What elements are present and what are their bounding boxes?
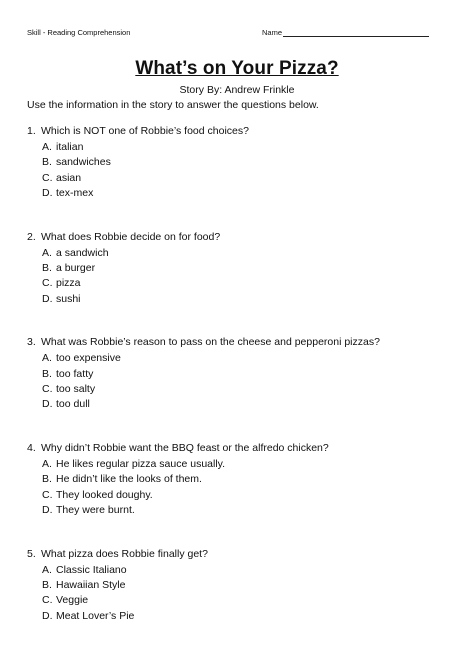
option-text: Classic Italiano [56,563,127,576]
question-text: What pizza does Robbie finally get? [41,547,208,560]
option-letter: D. [42,609,53,622]
answer-option[interactable] [42,397,447,412]
answer-options [42,351,447,412]
option-letter: D. [42,503,53,516]
option-text: tex-mex [56,186,94,199]
question-number: 4. [27,442,36,455]
question-prompt [27,335,447,350]
option-letter: A. [42,352,52,365]
question-3 [27,335,447,412]
answer-option[interactable] [42,140,447,155]
option-letter: C. [42,277,53,290]
name-field[interactable] [262,28,429,37]
option-letter: B. [42,579,52,592]
option-letter: C. [42,382,53,395]
question-text: What does Robbie decide on for food? [41,230,221,243]
answer-option[interactable] [42,367,447,382]
answer-option[interactable] [42,382,447,397]
question-number: 5. [27,547,36,560]
question-4 [27,441,447,518]
option-text: too expensive [56,352,121,365]
answer-option[interactable] [42,276,447,291]
option-text: pizza [56,277,81,290]
question-text: Why didn’t Robbie want the BBQ feast or the alfredo chicken? [41,442,329,455]
option-letter: D. [42,398,53,411]
answer-option[interactable] [42,457,447,472]
option-letter: C. [42,171,53,184]
answer-option[interactable] [42,563,447,578]
option-letter: C. [42,594,53,607]
option-letter: B. [42,473,52,486]
option-text: sandwiches [56,156,111,169]
answer-option[interactable] [42,578,447,593]
option-letter: B. [42,367,52,380]
option-text: too salty [56,382,96,395]
question-prompt [27,547,447,562]
question-text: What was Robbie’s reason to pass on the cheese and pepperoni pizzas? [41,336,380,349]
option-letter: B. [42,261,52,274]
option-letter: A. [42,246,52,259]
answer-option[interactable] [42,609,447,624]
option-letter: D. [42,292,53,305]
answer-option[interactable] [42,351,447,366]
answer-option[interactable] [42,171,447,186]
option-letter: A. [42,563,52,576]
option-letter: C. [42,488,53,501]
option-letter: B. [42,156,52,169]
option-text: Meat Lover’s Pie [56,609,135,622]
option-text: a sandwich [56,246,109,259]
answer-option[interactable] [42,246,447,261]
option-text: italian [56,141,84,153]
answer-options [42,246,447,307]
question-1 [27,124,447,201]
question-number: 2. [27,230,36,243]
question-number: 1. [27,125,36,137]
option-text: He likes regular pizza sauce usually. [56,458,226,471]
answer-option[interactable] [42,472,447,487]
question-text: Which is NOT one of Robbie’s food choices? [41,125,249,137]
question-prompt [27,230,447,245]
option-text: too dull [56,398,90,411]
option-text: asian [56,171,82,184]
name-blank-line[interactable] [283,28,429,37]
question-list [27,124,447,652]
question-number: 3. [27,336,36,349]
option-text: Hawaiian Style [56,579,126,592]
answer-option[interactable] [42,593,447,608]
option-text: They were burnt. [56,503,135,516]
worksheet-title: What’s on Your Pizza? [135,58,339,79]
option-letter: D. [42,186,53,199]
answer-option[interactable] [42,261,447,276]
instructions: Use the information in the story to answer the questions below. [27,99,319,111]
option-text: Veggie [56,594,89,607]
option-text: too fatty [56,367,94,380]
question-5 [27,547,447,624]
answer-options [42,140,447,201]
skill-label: Skill - Reading Comprehension [27,28,131,37]
answer-option[interactable] [42,186,447,201]
answer-option[interactable] [42,292,447,307]
question-2 [27,230,447,307]
answer-option[interactable] [42,488,447,503]
answer-options [42,563,447,624]
option-letter: A. [42,458,52,471]
option-text: They looked doughy. [56,488,153,501]
story-byline: Story By: Andrew Frinkle [179,84,295,96]
option-text: He didn’t like the looks of them. [56,473,202,486]
answer-option[interactable] [42,503,447,518]
name-label: Name [262,28,283,37]
question-prompt [27,124,447,139]
option-letter: A. [42,141,52,153]
answer-option[interactable] [42,155,447,170]
answer-options [42,457,447,518]
option-text: sushi [56,292,81,305]
option-text: a burger [56,261,96,274]
question-prompt [27,441,447,456]
